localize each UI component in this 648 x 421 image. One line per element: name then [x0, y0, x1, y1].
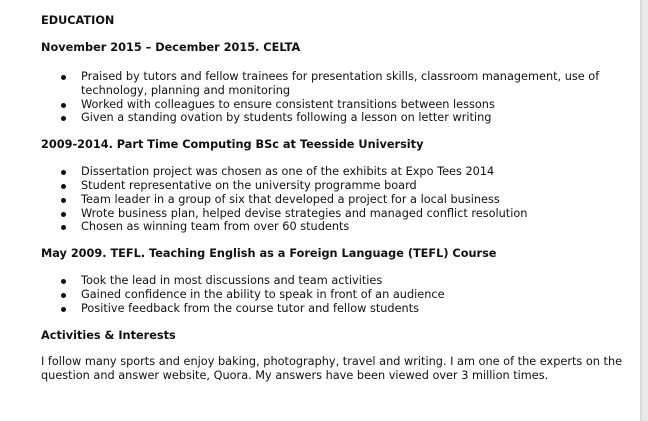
list-item-text: Student representative on the university programme board — [81, 178, 417, 192]
bullet-icon — [61, 184, 66, 189]
bullet-icon — [61, 225, 66, 230]
list-item-text: Took the lead in most discussions and team activities — [81, 274, 383, 288]
bsc-bullets — [41, 165, 631, 234]
list-item — [41, 70, 631, 98]
list-item-text: Positive feedback from the course tutor and fellow students — [81, 301, 420, 315]
celta-title: November 2015 – December 2015. CELTA — [41, 41, 301, 54]
bullet-icon — [61, 170, 66, 175]
list-item-text: Given a standing ovation by students following a lesson on letter writing — [81, 111, 492, 125]
list-item — [41, 111, 631, 125]
list-item — [41, 288, 631, 302]
list-item — [41, 193, 631, 207]
activities-text: I follow many sports and enjoy baking, photography, travel and writing. I am one of the experts on the question and answer website, Quora. My answers have been viewed over 3 million times. — [41, 354, 623, 383]
list-item — [41, 207, 631, 221]
list-item — [41, 179, 631, 193]
tefl-bullets — [41, 274, 631, 315]
list-item — [41, 98, 631, 112]
list-item-text: Team leader in a group of six that developed a project for a local business — [81, 192, 500, 206]
bullet-icon — [61, 307, 66, 312]
list-item-text: Dissertation project was chosen as one of the exhibits at Expo Tees 2014 — [81, 165, 495, 179]
activities-title: Activities & Interests — [41, 328, 176, 342]
bullet-icon — [61, 116, 66, 121]
list-item-text: Worked with colleagues to ensure consistent transitions between lessons — [81, 97, 495, 111]
list-item — [41, 274, 631, 288]
list-item — [41, 220, 631, 234]
bullet-icon — [61, 103, 66, 108]
list-item — [41, 165, 631, 179]
list-item-text: Gained confidence in the ability to speak in front of an audience — [81, 287, 445, 301]
list-item-text: Wrote business plan, helped devise strategies and managed conflict resolution — [81, 206, 528, 220]
bullet-icon — [61, 212, 66, 217]
list-item-text: Praised by tutors and fellow trainees for presentation skills, classroom management, use of technology, planning and monitoring — [81, 70, 600, 97]
list-item — [41, 302, 631, 316]
bullet-icon — [61, 293, 66, 298]
bsc-title: 2009-2014. Part Time Computing BSc at Teesside University — [41, 138, 424, 152]
education-heading: EDUCATION — [41, 14, 115, 27]
bullet-icon — [61, 198, 66, 203]
list-item-text: Chosen as winning team from over 60 students — [81, 220, 350, 234]
celta-bullets — [41, 70, 631, 125]
bullet-icon — [61, 75, 66, 80]
resume-content — [41, 14, 631, 384]
bullet-icon — [61, 279, 66, 284]
tefl-title: May 2009. TEFL. Teaching English as a Foreign Language (TEFL) Course — [41, 247, 497, 261]
